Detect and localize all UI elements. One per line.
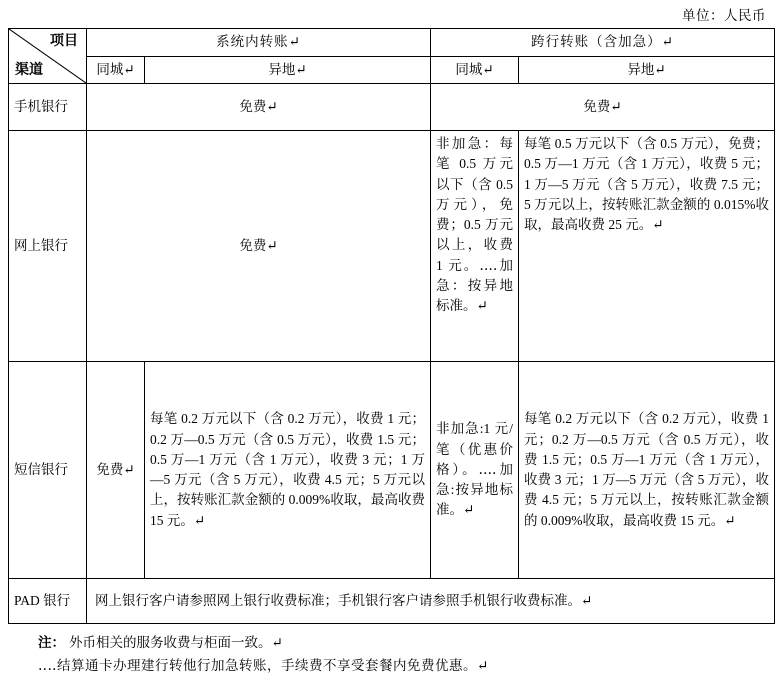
header-group-intrabank: 系统内转账↵ (87, 29, 431, 57)
corner-channel-label: 渠道 (15, 63, 43, 78)
fee-schedule-table (8, 28, 775, 624)
footnote-row-1 (8, 632, 774, 655)
footnote-label: 注： (38, 635, 65, 650)
currency-unit-note: 单位：人民币 (682, 8, 766, 23)
footnote-text-1: 外币相关的服务收费与柜面一致。↵ (69, 635, 283, 650)
cell-mobile-interbank: 免费↵ (431, 84, 775, 131)
cell-sms-interbank-remote: 每笔 0.2 万元以下（含 0.2 万元），收费 1 元；0.2 万—0.5 万元（含 0.5 万元），收费 1.5 元；0.5 万—1 万元（含 1 万元），收费 3 元；1 万—5 万元（含 5 万元），收费 4.5 元；5 万元以上，按转账汇款金额的 0.009%收取，最高收费 15 元。↵ (519, 362, 775, 579)
row-label-online-bank: 网上银行 (9, 131, 87, 362)
cell-pad-all: 网上银行客户请参照网上银行收费标准；手机银行客户请参照手机银行收费标准。↵ (87, 579, 775, 624)
corner-header-cell (9, 29, 87, 84)
row-label-mobile-bank: 手机银行 (9, 84, 87, 131)
cell-online-interbank-remote: 每笔 0.5 万元以下（含 0.5 万元），免费；0.5 万—1 万元（含 1 万元），收费 5 元；1 万—5 万元（含 5 万元），收费 7.5 元；5 万元以上，按转账汇款金额的 0.015%收取，最高收费 25 元。↵ (519, 131, 775, 362)
cell-online-intrabank: 免费↵ (87, 131, 431, 362)
table-header-row-subs (9, 56, 775, 84)
corner-item-label: 项目 (50, 34, 78, 49)
footnote-text-2: ‥‥结算通卡办理建行转他行加急转账，手续费不享受套餐内免费优惠。↵ (38, 657, 489, 673)
cell-sms-intrabank-remote: 每笔 0.2 万元以下（含 0.2 万元），收费 1 元；0.2 万—0.5 万元（含 0.5 万元），收费 1.5 元；0.5 万—1 万元（含 1 万元），收费 3 元；1 万—5 万元（含 5 万元），收费 4.5 元；5 万元以上，按转账汇款金额的 0.009%收取，最高收费 15 元。↵ (145, 362, 431, 579)
cell-sms-interbank-local: 非加急:1 元/笔（优惠价格）。‥‥加急:按异地标准。↵ (431, 362, 519, 579)
header-sub-intrabank-local: 同城↵ (87, 56, 145, 84)
table-row (9, 131, 775, 362)
table-header-row-groups (9, 29, 775, 57)
row-label-sms-bank: 短信银行 (9, 362, 87, 579)
header-sub-interbank-remote: 异地↵ (519, 56, 775, 84)
cell-mobile-intrabank: 免费↵ (87, 84, 431, 131)
header-sub-interbank-local: 同城↵ (431, 56, 519, 84)
table-row (9, 579, 775, 624)
cell-online-interbank-local: 非加急：每笔 0.5 万元以下（含 0.5 万元），免费；0.5 万元以上，收费 1 元。‥‥加急：按异地标准。↵ (431, 131, 519, 362)
footnotes (8, 632, 774, 678)
footnote-row-2 (8, 655, 774, 678)
header-group-interbank: 跨行转账（含加急）↵ (431, 29, 775, 57)
cell-sms-intrabank-local: 免费↵ (87, 362, 145, 579)
row-label-pad-bank: PAD 银行 (9, 579, 87, 624)
header-sub-intrabank-remote: 异地↵ (145, 56, 431, 84)
table-row (9, 362, 775, 579)
table-row (9, 84, 775, 131)
